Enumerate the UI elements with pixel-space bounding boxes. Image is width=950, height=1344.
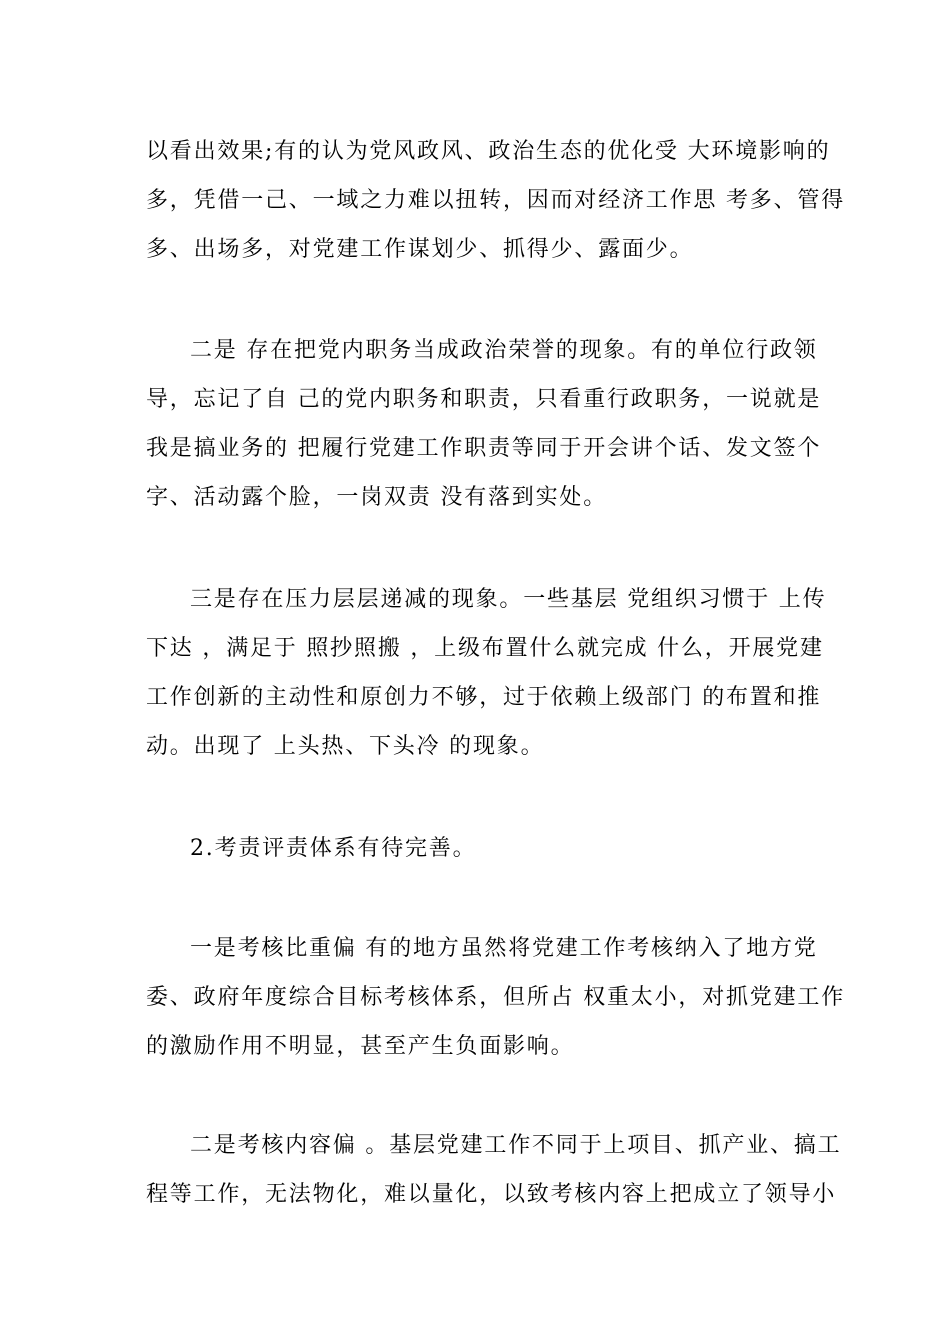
text-line: 三是存在压力层层递减的现象。一些基层 党组织习惯于 上传 (190, 587, 827, 612)
text-line: 工作创新的主动性和原创力不够，过于依赖上级部门 的布置和推 (146, 685, 822, 710)
text-line: 的激励作用不明显，甚至产生负面影响。 (146, 1034, 575, 1059)
text-line: 程等工作，无法物化，难以量化，以致考核内容上把成立了领导小 (146, 1182, 837, 1207)
text-line: 以看出效果;有的认为党风政风、政治生态的优化受 大环境影响的 (146, 139, 831, 164)
text-line: 一是考核比重偏 有的地方虽然将党建工作考核纳入了地方党 (190, 936, 818, 961)
text-line: 多，凭借一己、一域之力难以扭转，因而对经济工作思 考多、管得 (146, 188, 845, 213)
text-line: 字、活动露个脸，一岗双责 没有落到实处。 (146, 485, 607, 510)
text-line: 导，忘记了自 己的党内职务和职责，只看重行政职务，一说就是 (146, 387, 822, 412)
text-line: 动。出现了 上头热、下头冷 的现象。 (146, 734, 545, 759)
text-line: 下达 ，满足于 照抄照搬 ，上级布置什么就完成 什么，开展党建 (146, 636, 824, 661)
section-heading: 2.考责评责体系有待完善。 (190, 836, 477, 861)
text-line: 二是 存在把党内职务当成政治荣誉的现象。有的单位行政领 (190, 338, 818, 363)
text-line: 委、政府年度综合目标考核体系，但所占 权重太小，对抓党建工作 (146, 985, 845, 1010)
text-line: 我是搞业务的 把履行党建工作职责等同于开会讲个话、发文签个 (146, 436, 822, 461)
text-line: 多、出场多，对党建工作谋划少、抓得少、露面少。 (146, 237, 694, 262)
text-line: 二是考核内容偏 。基层党建工作不同于上项目、抓产业、搞工 (190, 1133, 842, 1158)
